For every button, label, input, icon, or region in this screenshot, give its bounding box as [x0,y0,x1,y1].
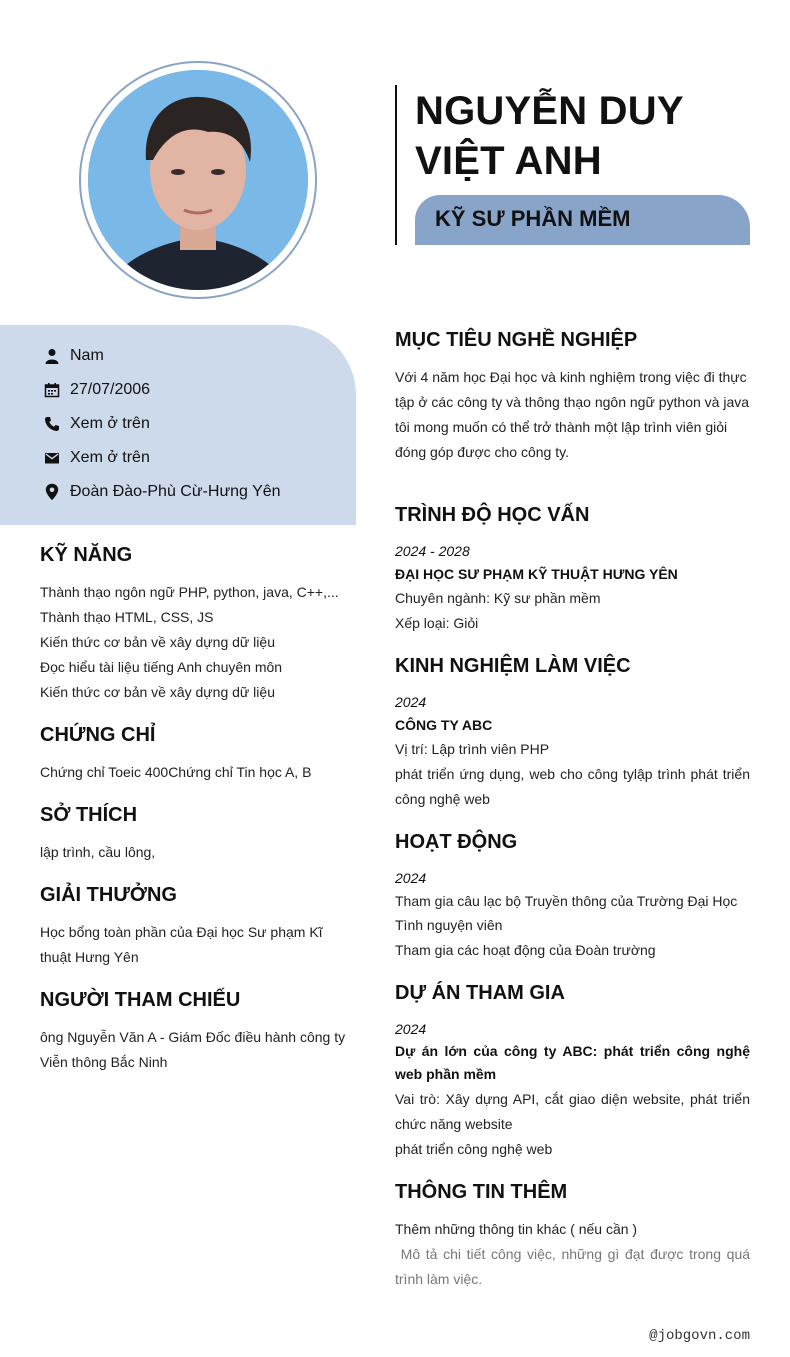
full-name [415,86,755,186]
experience-description: phát triển ứng dụng, web cho công tylập trình phát triển công nghệ web [395,766,750,807]
skills-title: KỸ NĂNG [40,544,133,566]
certificates-text: Chứng chỉ Toeic 400Chứng chỉ Tin học A, B [40,764,312,780]
project-detail: phát triển công nghệ web [395,1141,553,1157]
references-title: NGƯỜI THAM CHIẾU [40,989,241,1011]
activity-item: Tình nguyện viên [395,917,503,933]
experience-position: Vị trí: Lập trình viên PHP [395,741,550,757]
title-divider [395,85,397,245]
education-school: ĐẠI HỌC SƯ PHẠM KỸ THUẬT HƯNG YÊN [395,566,678,582]
activities-title: HOẠT ĐỘNG [395,831,518,853]
education-period: 2024 - 2028 [395,543,470,559]
skill-item: Thành thạo HTML, CSS, JS [40,609,214,625]
calendar-icon [42,380,62,400]
contact-phone [42,412,150,436]
activities-year: 2024 [395,870,427,886]
name-line-1: NGUYỄN DUY [415,89,684,133]
awards-title: GIẢI THƯỞNG [40,884,177,906]
hobbies-title: SỞ THÍCH [40,804,138,826]
awards-text: Học bổng toàn phần của Đại học Sư phạm Kĩ thuật Hưng Yên [40,924,323,965]
skill-item: Kiến thức cơ bản về xây dựng dữ liệu [40,684,275,700]
education-title: TRÌNH ĐỘ HỌC VẤN [395,504,590,526]
experience-company: CÔNG TY ABC [395,717,493,733]
address-value: Đoàn Đào-Phù Cừ-Hưng Yên [70,483,281,500]
experience-title: KINH NGHIỆM LÀM VIỆC [395,655,631,677]
project-name: Dự án lớn của công ty ABC: phát triển công nghệ web phần mềm [395,1043,750,1082]
skill-item: Đọc hiểu tài liệu tiếng Anh chuyên môn [40,659,283,675]
extra-title: THÔNG TIN THÊM [395,1181,568,1203]
phone-value: Xem ở trên [70,415,150,432]
phone-icon [42,414,62,434]
references-text: ông Nguyễn Văn A - Giám Đốc điều hành công ty Viễn thông Bắc Ninh [40,1029,346,1070]
objective-title: MỤC TIÊU NGHỀ NGHIỆP [395,329,638,351]
projects-year: 2024 [395,1021,427,1037]
avatar [88,70,308,290]
extra-line-1: Thêm những thông tin khác ( nếu cần ) [395,1221,638,1237]
mail-icon [42,448,62,468]
skill-item: Thành thạo ngôn ngữ PHP, python, java, C++,... [40,584,339,600]
email-value: Xem ở trên [70,449,150,466]
name-line-2: VIỆT ANH [415,139,602,183]
objective-text: Với 4 năm học Đại học và kinh nghiệm trong việc đi thực tập ở các công ty và thông thạo ngôn ngữ python và java tôi mong muốn có thể trở thành một lập trình viên giỏi đóng góp được cho công ty. [395,369,750,460]
projects-title: DỰ ÁN THAM GIA [395,982,565,1004]
skill-item: Kiến thức cơ bản về xây dựng dữ liệu [40,634,275,650]
extra-line-2: Mô tả chi tiết công việc, những gì đạt được trong quá trình làm việc. [395,1246,754,1287]
hobbies-text: lập trình, cầu lông, [40,844,156,860]
project-role: Vai trò: Xây dựng API, cắt giao diện website, phát triển chức năng website [395,1091,750,1132]
contact-address [42,480,281,504]
person-icon [42,346,62,366]
job-title: KỸ SƯ PHẦN MỀM [435,206,631,231]
footer-brand: @jobgovn.com [649,1328,750,1344]
contact-gender [42,344,104,368]
activity-item: Tham gia các hoạt động của Đoàn trường [395,942,656,958]
contact-birthday [42,378,150,402]
experience-year: 2024 [395,694,427,710]
certificates-title: CHỨNG CHỈ [40,724,156,746]
location-pin-icon [42,482,62,502]
birthday-value: 27/07/2006 [70,381,151,398]
education-major: Chuyên ngành: Kỹ sư phần mềm [395,590,601,606]
activity-item: Tham gia câu lạc bộ Truyền thông của Trường Đại Học [395,893,738,909]
education-grade: Xếp loại: Giỏi [395,615,479,631]
contact-email [42,446,150,470]
gender-value: Nam [70,347,104,364]
